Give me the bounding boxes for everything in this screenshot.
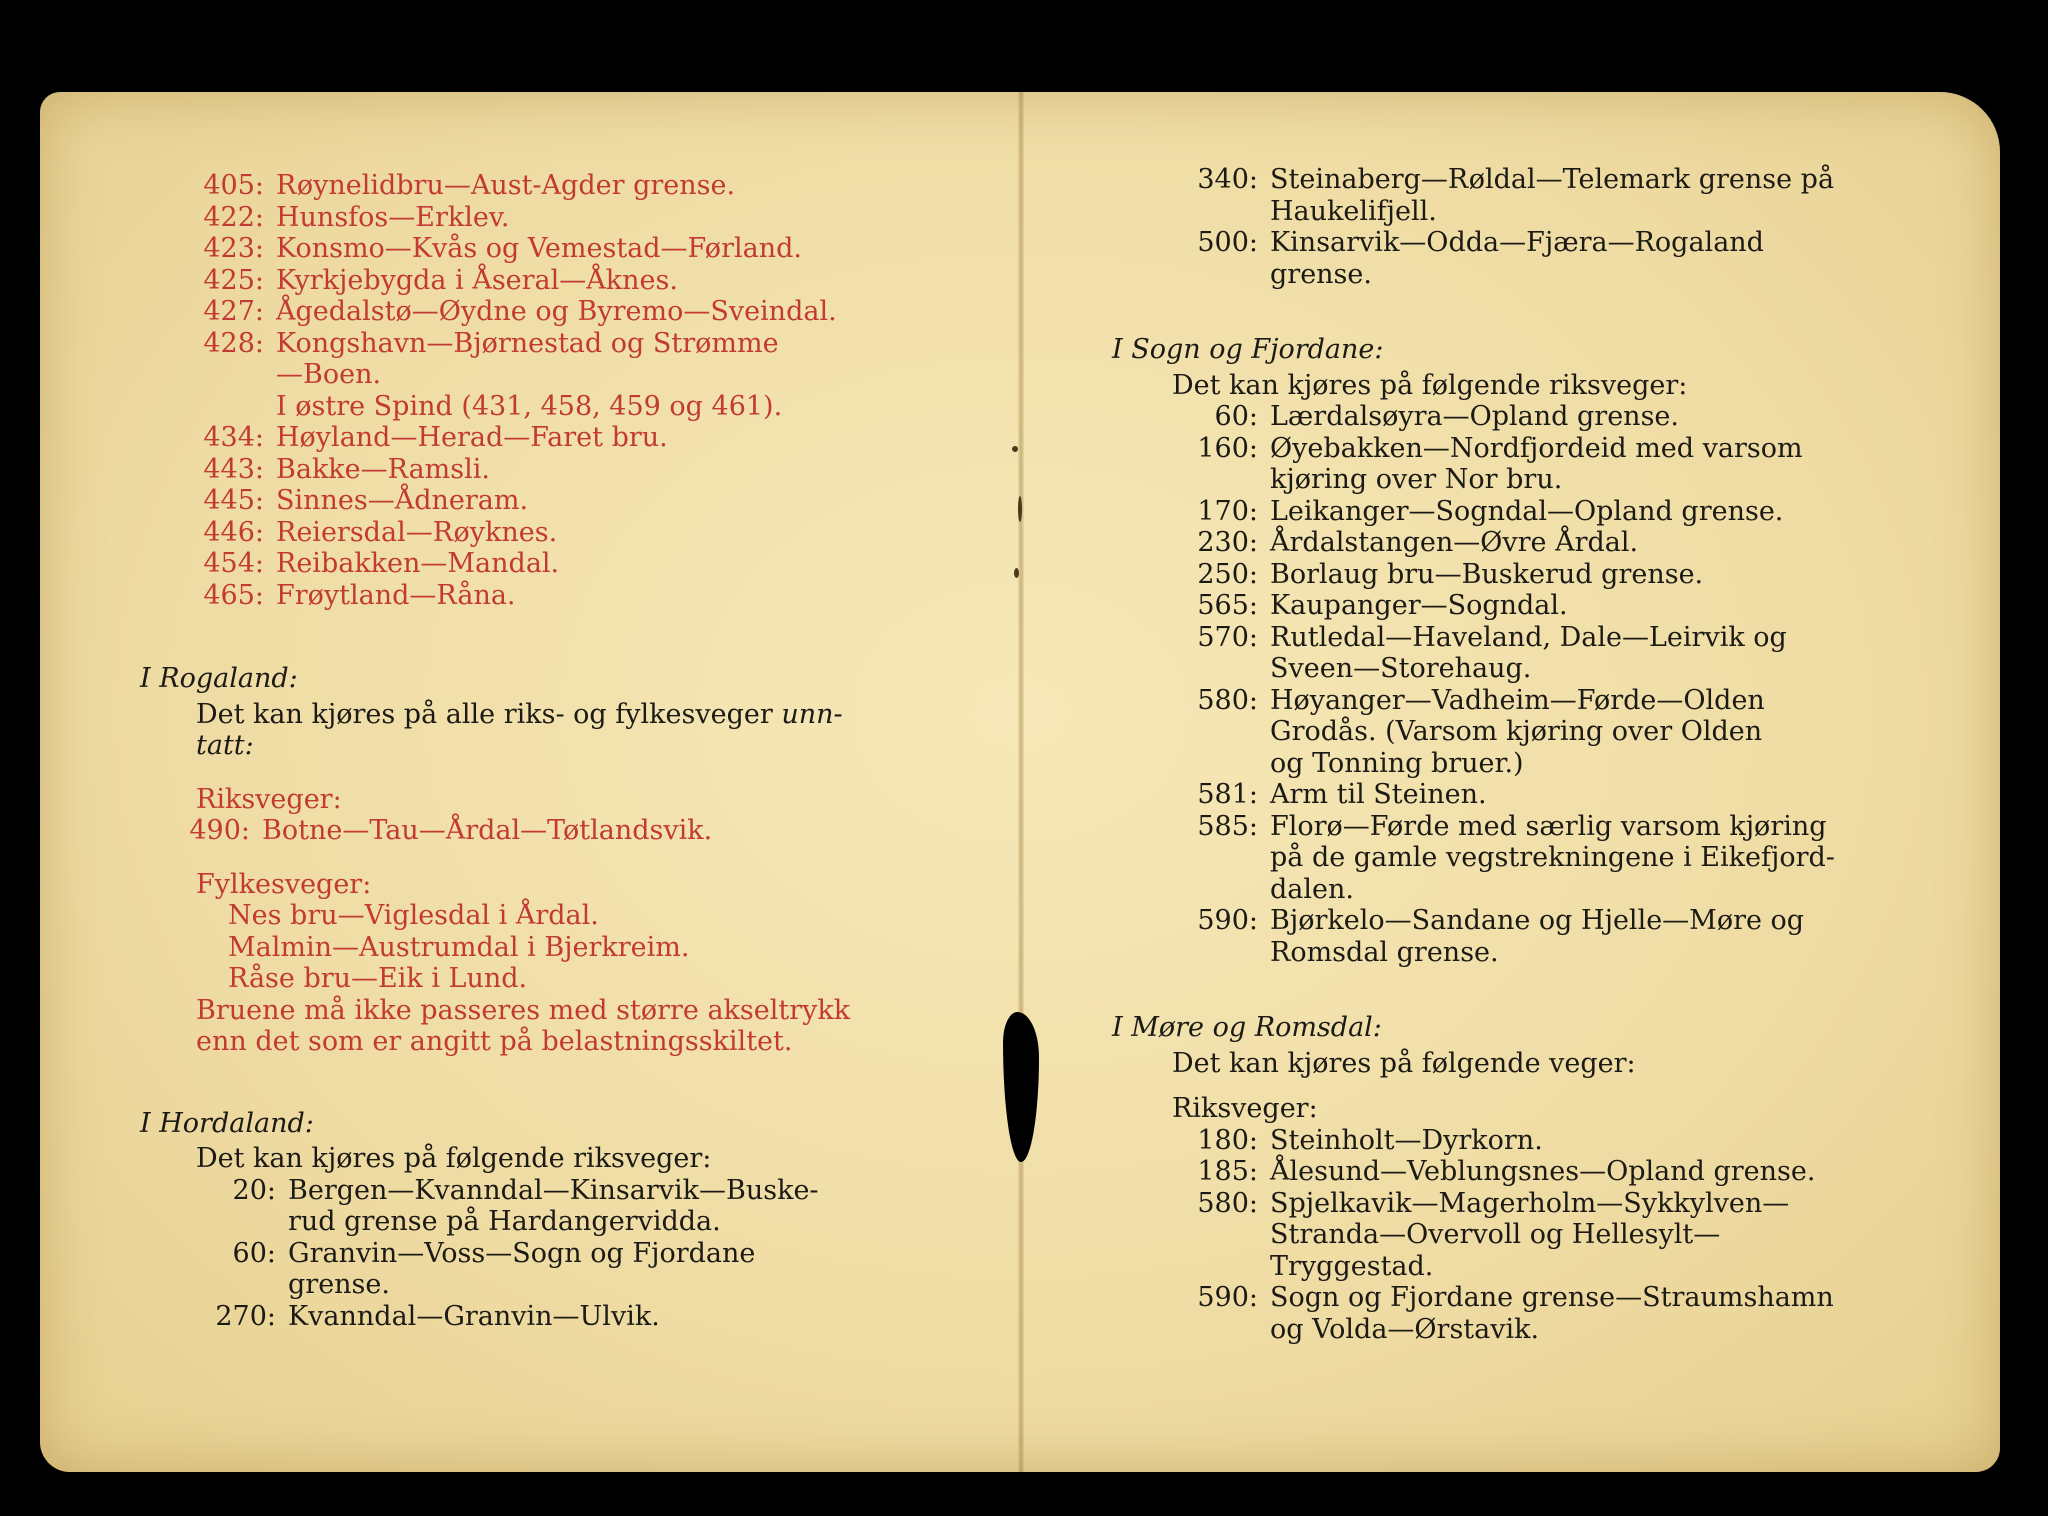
list-item: 230 : Årdalstangen—Øvre Årdal.: [1098, 527, 1892, 559]
list-item: 465 : Frøytland—Råna.: [180, 580, 960, 612]
list-item: 446 : Reiersdal—Røyknes.: [180, 517, 960, 549]
list-item: 20 : Bergen—Kvanndal—Kinsarvik—Buske- rud grense på Hardangervidda.: [126, 1175, 960, 1238]
list-item: 180 : Steinholt—Dyrkorn.: [1098, 1125, 1892, 1157]
sogn-list: [1098, 401, 1892, 968]
list-item: 445 : Sinnes—Ådneram.: [180, 485, 960, 517]
list-item: 570 : Rutledal—Haveland, Dale—Leirvik og Sveen—Storehaug.: [1098, 622, 1892, 685]
list-item: 580 : Høyanger—Vadheim—Førde—Olden Grodås. (Varsom kjøring over Olden og Tonning bruer.): [1098, 685, 1892, 780]
hordaland-cont-list: [1098, 164, 1892, 290]
fylkesveger-label: Fylkesveger:: [196, 868, 372, 900]
list-item: 590 : Bjørkelo—Sandane og Hjelle—Møre og Romsdal grense.: [1098, 905, 1892, 968]
right-page: [1112, 164, 1892, 1345]
list-item: Nes bru—Viglesdal i Årdal.: [228, 900, 599, 931]
ink-spot: [1018, 496, 1022, 522]
left-page: [140, 170, 960, 1332]
rogaland-intro: Det kan kjøres på alle riks- og fylkesveger unn- tatt:: [196, 698, 843, 761]
ink-spot: [1012, 446, 1018, 452]
list-item: 270 : Kvanndal—Granvin—Ulvik.: [126, 1301, 960, 1333]
more-intro: Det kan kjøres på følgende veger:: [1172, 1047, 1636, 1079]
list-item: 490 : Botne—Tau—Årdal—Tøtlandsvik.: [166, 815, 960, 847]
bridge-note: enn det som er angitt på belastningsskiltet.: [196, 1026, 793, 1057]
sogn-intro: Det kan kjøres på følgende riksveger:: [1172, 369, 1688, 401]
more-list: [1098, 1125, 1892, 1346]
list-item: 500 : Kinsarvik—Odda—Fjæra—Rogaland grense.: [1098, 227, 1892, 290]
list-item: 422 : Hunsfos—Erklev.: [180, 202, 960, 234]
list-item: 581 : Arm til Steinen.: [1098, 779, 1892, 811]
list-item: 434 : Høyland—Herad—Faret bru.: [180, 422, 960, 454]
list-item: 60 : Lærdalsøyra—Opland grense.: [1098, 401, 1892, 433]
list-item: 427 : Ågedalstø—Øydne og Byremo—Sveindal.: [180, 296, 960, 328]
list-item: 170 : Leikanger—Sogndal—Opland grense.: [1098, 496, 1892, 528]
list-item: 580 : Spjelkavik—Magerholm—Sykkylven— Stranda—Overvoll og Hellesylt— Tryggestad.: [1098, 1188, 1892, 1283]
list-item: 425 : Kyrkjebygda i Åseral—Åknes.: [180, 265, 960, 297]
section-heading-sogn: I Sogn og Fjordane:: [1112, 334, 1384, 365]
more-riksveger-label: Riksveger:: [1172, 1093, 1318, 1124]
aust-agder-list: [180, 170, 960, 611]
list-item: Råse bru—Eik i Lund.: [228, 963, 528, 994]
list-item: 250 : Borlaug bru—Buskerud grense.: [1098, 559, 1892, 591]
list-item: 60 : Granvin—Voss—Sogn og Fjordane grense.: [126, 1238, 960, 1301]
list-item: Malmin—Austrumdal i Bjerkreim.: [228, 931, 690, 963]
rogaland-fylkesveger: [140, 869, 960, 1058]
ostre-spind-note: I østre Spind (431, 458, 459 og 461).: [276, 390, 783, 422]
section-heading-rogaland: I Rogaland:: [140, 663, 298, 694]
section-heading-hordaland: I Hordaland:: [140, 1107, 314, 1139]
list-item: 454 : Reibakken—Mandal.: [180, 548, 960, 580]
list-item: 405 : Røynelidbru—Aust-Agder grense.: [180, 170, 960, 202]
list-item: 185 : Ålesund—Veblungsnes—Opland grense.: [1098, 1156, 1892, 1188]
list-item: 160 : Øyebakken—Nordfjordeid med varsom kjøring over Nor bru.: [1098, 433, 1892, 496]
rogaland-section: [140, 663, 960, 1058]
rogaland-riksveger: [140, 784, 960, 847]
section-heading-more: I Møre og Romsdal:: [1112, 1012, 1382, 1043]
list-item: 428 : Kongshavn—Bjørnestad og Strømme —Boen. I østre Spind (431, 458, 459 og 461).: [180, 328, 960, 423]
list-item: 340 : Steinaberg—Røldal—Telemark grense på Haukelifjell.: [1098, 164, 1892, 227]
ink-spot: [1014, 568, 1019, 578]
list-item: 585 : Florø—Førde med særlig varsom kjøring på de gamle vegstrekningene i Eikefjord- dalen.: [1098, 811, 1892, 906]
list-item: 590 : Sogn og Fjordane grense—Straumshamn og Volda—Ørstavik.: [1098, 1282, 1892, 1345]
list-item: 443 : Bakke—Ramsli.: [180, 454, 960, 486]
list-item: 565 : Kaupanger—Sogndal.: [1098, 590, 1892, 622]
riksveger-label: Riksveger:: [196, 783, 342, 815]
hordaland-list: [126, 1175, 960, 1333]
list-item: 423 : Konsmo—Kvås og Vemestad—Førland.: [180, 233, 960, 265]
center-fold: [1018, 92, 1024, 1472]
bridge-note: Bruene må ikke passeres med større akseltrykk: [196, 994, 851, 1026]
hordaland-section: [140, 1108, 960, 1333]
hordaland-intro: Det kan kjøres på følgende riksveger:: [196, 1143, 712, 1174]
